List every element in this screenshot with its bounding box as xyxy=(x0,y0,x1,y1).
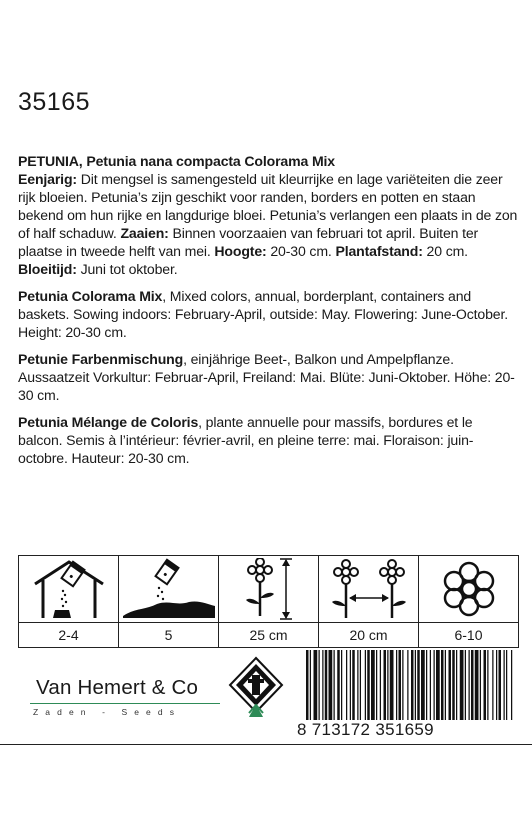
label-bloom: Bloeitijd: xyxy=(18,261,77,277)
plant-height-icon xyxy=(234,558,304,620)
brand-underline xyxy=(30,703,220,704)
sowing-info-icons xyxy=(18,555,519,648)
label-sowing: Zaaien: xyxy=(120,225,169,241)
plant-height-cell xyxy=(219,556,319,647)
outdoor-sowing-value: 5 xyxy=(164,627,173,643)
description-german xyxy=(18,350,518,404)
outdoor-sowing-cell xyxy=(119,556,219,647)
plant-spacing-value: 20 cm xyxy=(349,627,388,643)
barcode-number: 8 713172 351659 xyxy=(297,720,517,740)
brand-emblem-icon xyxy=(227,655,285,719)
german-text: , einjährige Beet-, Balkon und Ampelpflanze. Aussaatzeit Vorkultur: Februar-April, Freiland: Mai. Blüte: Juni-Oktober. Höhe: 20-30 cm. xyxy=(18,351,515,403)
description-french xyxy=(18,413,518,467)
english-name: Petunia Colorama Mix xyxy=(18,288,163,304)
description-dutch xyxy=(18,152,518,278)
dutch-text-2: Binnen voorzaaien van februari tot april. Buiten ter plaatse in tweede helft van mei. xyxy=(18,225,479,259)
dutch-text-1: Dit mengsel is samengesteld uit kleurrijke en lage variëteiten die zeer rijk bloeien. Petunia’s zijn geschikt voor randen, borders en potten en staan bekend om hun rijke en langdurige bloei. Petunia’s verlangen een plaats in de zon of half schaduw. xyxy=(18,171,518,241)
plant-spacing-cell xyxy=(319,556,419,647)
indoor-sowing-icon xyxy=(29,558,109,620)
label-annual: Eenjarig: xyxy=(18,171,77,187)
german-name: Petunie Farbenmischung xyxy=(18,351,184,367)
indoor-sowing-cell xyxy=(19,556,119,647)
plant-height-value: 25 cm xyxy=(249,627,288,643)
english-text: , Mixed colors, annual, borderplant, containers and baskets. Sowing indoors: February-April, outside: May. Flowering: June-October. Height: 20-30 cm. xyxy=(18,288,509,340)
article-number: 35165 xyxy=(18,88,91,116)
french-text: , plante annuelle pour massifs, bordures et le balcon. Semis à l’intérieur: février-avril, en pleine terre: mai. Floraison: juin-octobre. Hauteur: 20-30 cm. xyxy=(18,414,474,466)
brand-name: Van Hemert & Co xyxy=(36,676,199,699)
description-english xyxy=(18,287,518,341)
outdoor-sowing-icon xyxy=(121,558,217,620)
indoor-sowing-value: 2-4 xyxy=(58,627,79,643)
dutch-text-5: Juni tot oktober. xyxy=(76,261,178,277)
label-spacing: Plantafstand: xyxy=(335,243,423,259)
flowering-cell xyxy=(419,556,518,647)
plant-spacing-icon xyxy=(324,558,414,620)
dutch-text-3: 20-30 cm. xyxy=(266,243,336,259)
dutch-text-4: 20 cm. xyxy=(422,243,468,259)
flowering-icon xyxy=(439,559,499,619)
product-description xyxy=(18,152,518,476)
flowering-value: 6-10 xyxy=(454,627,483,643)
french-name: Petunia Mélange de Coloris xyxy=(18,414,199,430)
brand-tagline: Zaden - Seeds xyxy=(33,707,182,717)
label-height: Hoogte: xyxy=(214,243,267,259)
barcode xyxy=(302,650,516,730)
product-title: PETUNIA, Petunia nana compacta Colorama Mix xyxy=(18,153,335,169)
bottom-rule xyxy=(0,744,532,745)
